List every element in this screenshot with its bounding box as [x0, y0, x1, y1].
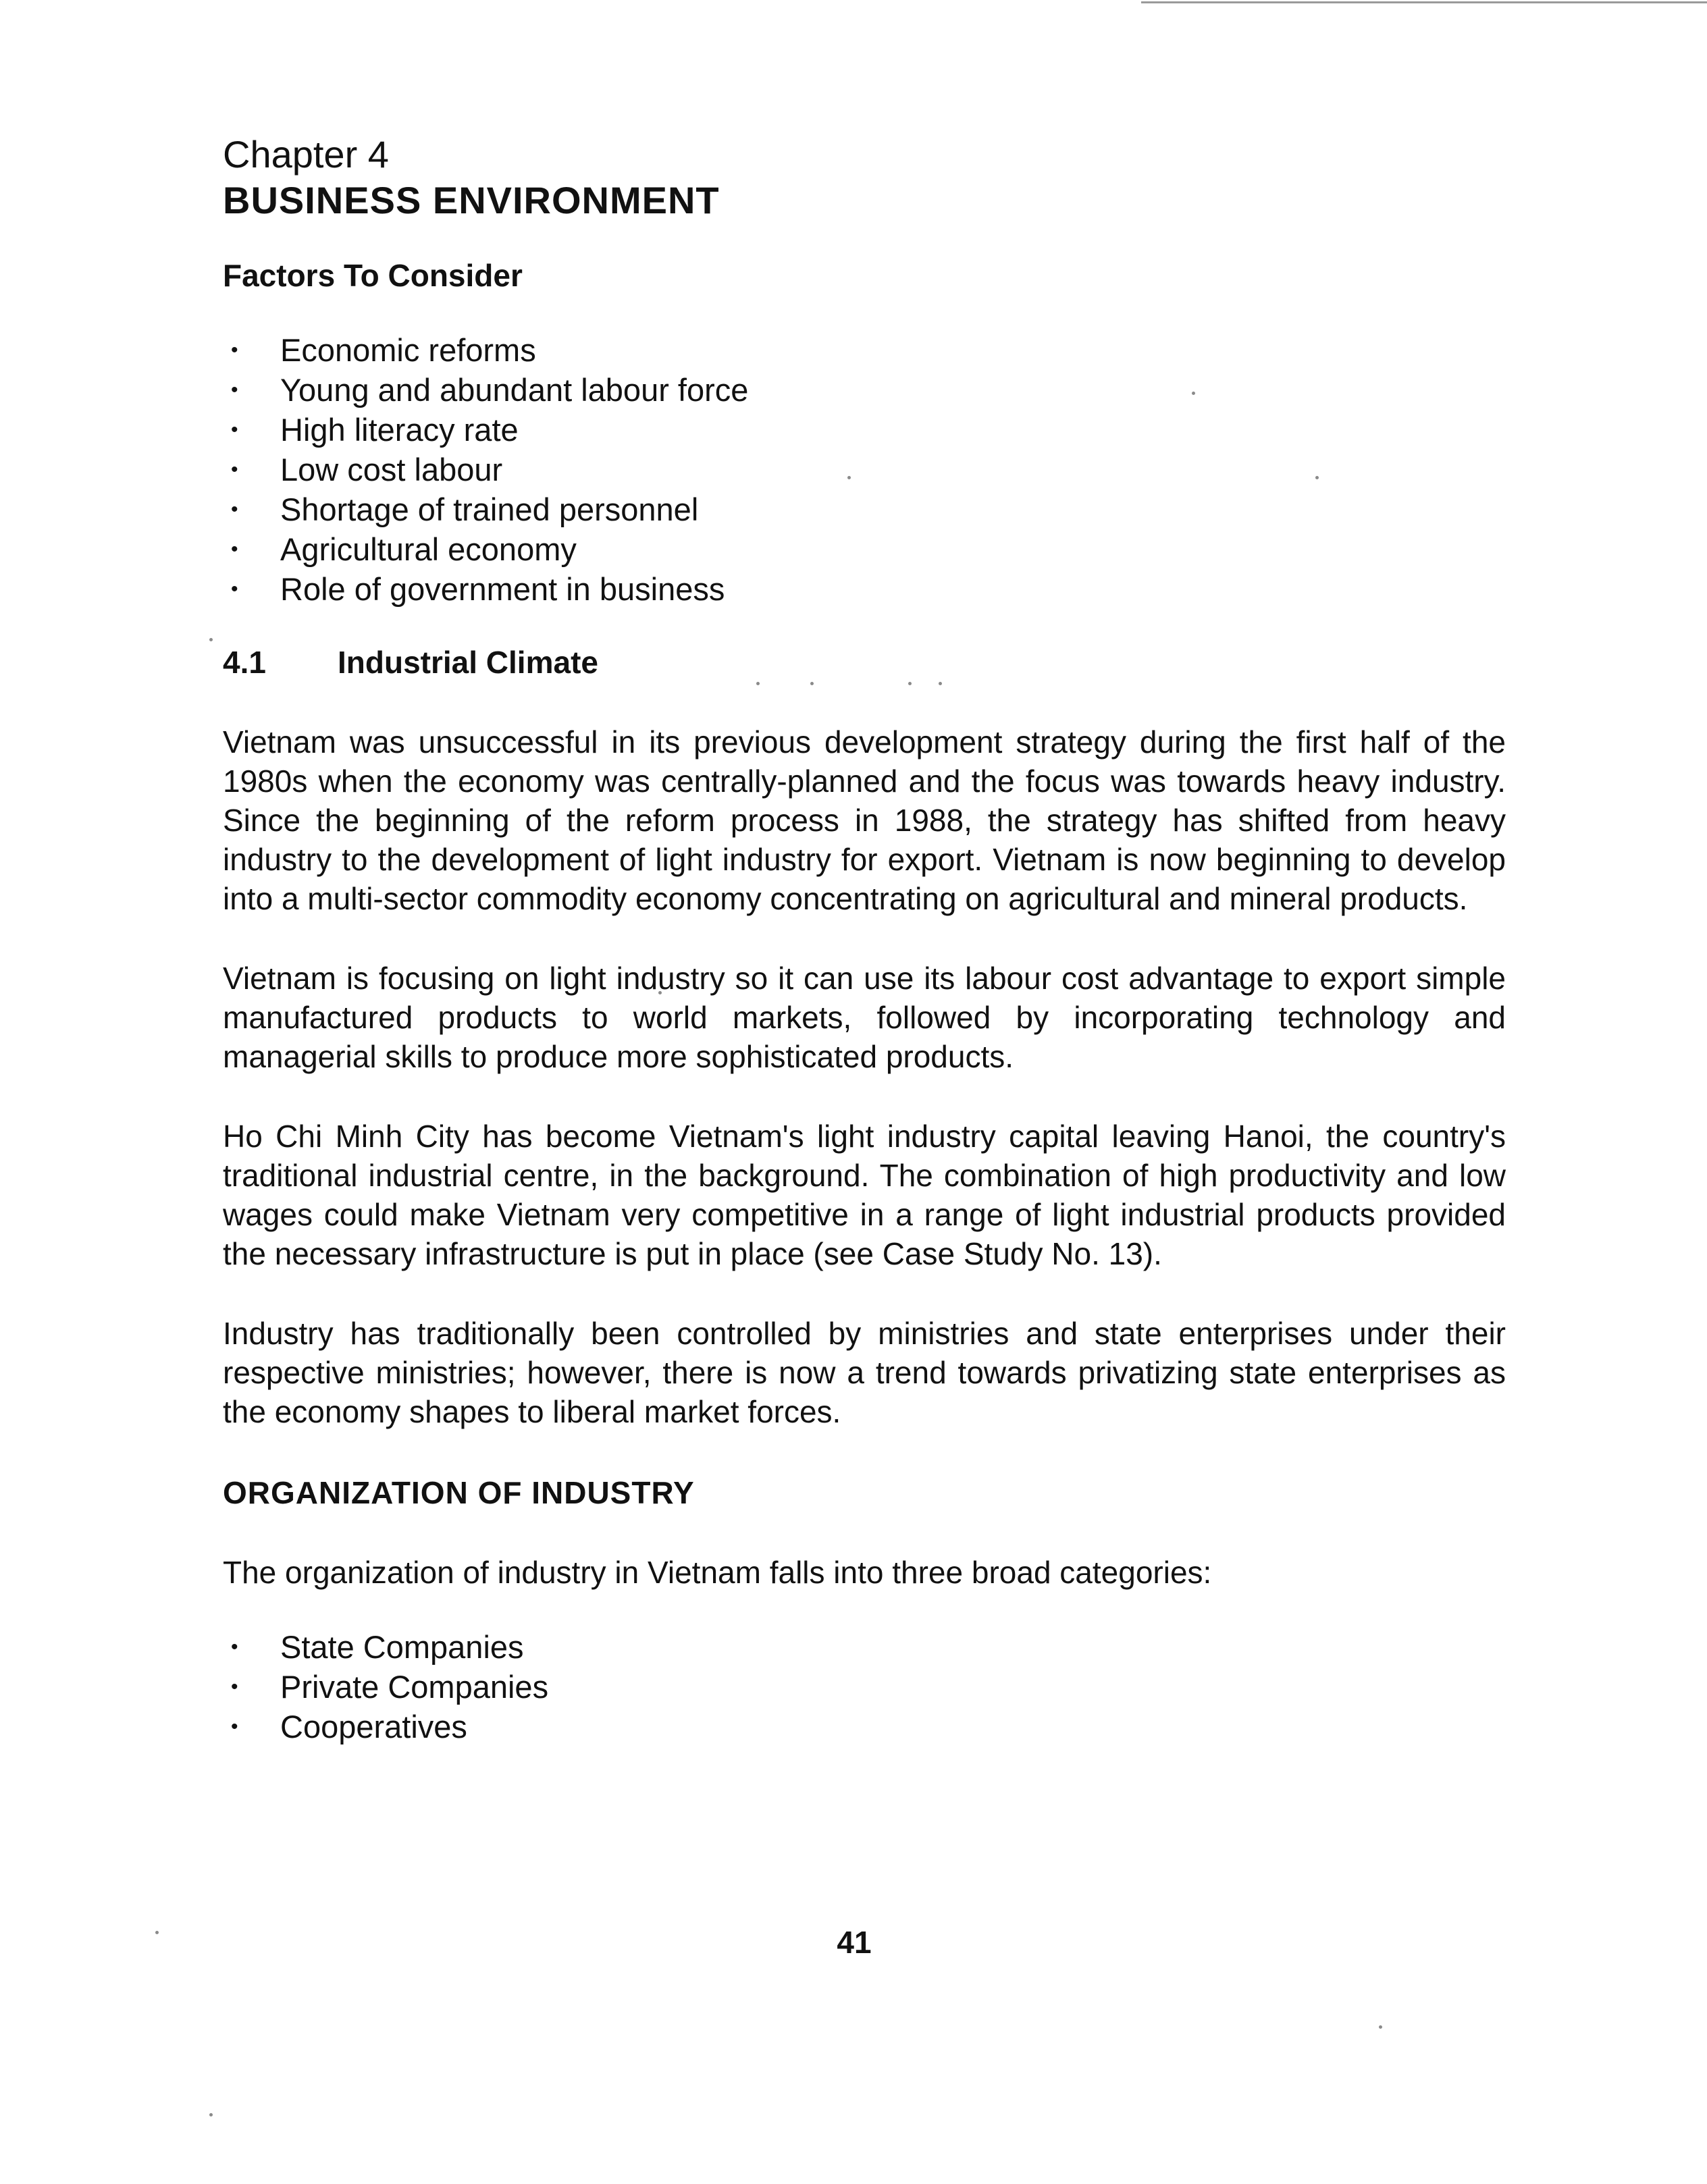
bullet-icon: •: [231, 419, 238, 441]
factors-heading: Factors To Consider: [223, 258, 523, 293]
bullet-icon: •: [231, 1636, 238, 1658]
bullet-icon: •: [231, 379, 238, 401]
section-number: 4.1: [223, 645, 266, 680]
list-item: [223, 370, 1506, 410]
bullet-icon: •: [231, 1715, 238, 1738]
factors-list: [223, 330, 1506, 609]
list-item-text: Role of government in business: [280, 571, 725, 607]
bullet-icon: •: [231, 538, 238, 560]
list-item-text: State Companies: [280, 1629, 524, 1665]
organization-list: [223, 1627, 1506, 1747]
page-number: 41: [837, 1925, 872, 1960]
bullet-icon: •: [231, 339, 238, 361]
list-item: [223, 1707, 1506, 1747]
list-item: [223, 1667, 1506, 1707]
chapter-label: Chapter 4: [223, 133, 389, 176]
list-item: [223, 450, 1506, 489]
bullet-icon: •: [231, 578, 238, 600]
section-heading: [223, 643, 1506, 682]
bullet-icon: •: [231, 498, 238, 521]
list-item: [223, 529, 1506, 569]
paragraph: Industry has traditionally been controlled by ministries and state enterprises under their respective ministries; however, there is now a trend towards privatizing state enterprises as the economy shapes to liberal market forces.: [223, 1316, 1506, 1429]
scan-top-rule: [1141, 1, 1707, 3]
page-content: [223, 132, 1506, 1747]
chapter-title: BUSINESS ENVIRONMENT: [223, 179, 720, 221]
list-item: [223, 330, 1506, 370]
paragraph: Ho Chi Minh City has become Vietnam's light industry capital leaving Hanoi, the country's traditional industrial centre, in the background. The combination of high productivity and low wages could make Vietnam very competitive in a range of light industrial products provided the necessary infrastructure is put in place (see Case Study No. 13).: [223, 1119, 1506, 1271]
list-item-text: Cooperatives: [280, 1709, 467, 1744]
paragraph: Vietnam is focusing on light industry so it can use its labour cost advantage to export simple manufactured products to world markets, followed by incorporating technology and managerial skills to produce more sophisticated products.: [223, 961, 1506, 1074]
bullet-icon: •: [231, 458, 238, 481]
list-item: [223, 489, 1506, 529]
list-item-text: Young and abundant labour force: [280, 372, 749, 408]
paragraph: Vietnam was unsuccessful in its previous development strategy during the first half of the 1980s when the economy was centrally-planned and the focus was towards heavy industry. Since the beginning of the reform process in 1988, the strategy has shifted from heavy industry to the development of light industry for export. Vietnam is now beginning to develop into a multi-sector commodity economy concentrating on agricultural and mineral products.: [223, 724, 1506, 916]
scan-speck: [209, 638, 213, 641]
organization-heading: ORGANIZATION OF INDUSTRY: [223, 1475, 695, 1510]
section-title: Industrial Climate: [338, 645, 598, 680]
list-item-text: Private Companies: [280, 1669, 549, 1705]
organization-intro: The organization of industry in Vietnam falls into three broad categories:: [223, 1555, 1212, 1590]
list-item-text: High literacy rate: [280, 412, 519, 448]
list-item: [223, 569, 1506, 609]
scan-speck: [155, 1931, 159, 1934]
list-item-text: Economic reforms: [280, 332, 536, 368]
list-item: [223, 1627, 1506, 1667]
scan-speck: [209, 2113, 213, 2116]
list-item-text: Shortage of trained personnel: [280, 491, 699, 527]
list-item-text: Agricultural economy: [280, 531, 577, 567]
bullet-icon: •: [231, 1676, 238, 1698]
scan-speck: [1379, 2025, 1382, 2029]
list-item: [223, 410, 1506, 450]
list-item-text: Low cost labour: [280, 452, 503, 487]
